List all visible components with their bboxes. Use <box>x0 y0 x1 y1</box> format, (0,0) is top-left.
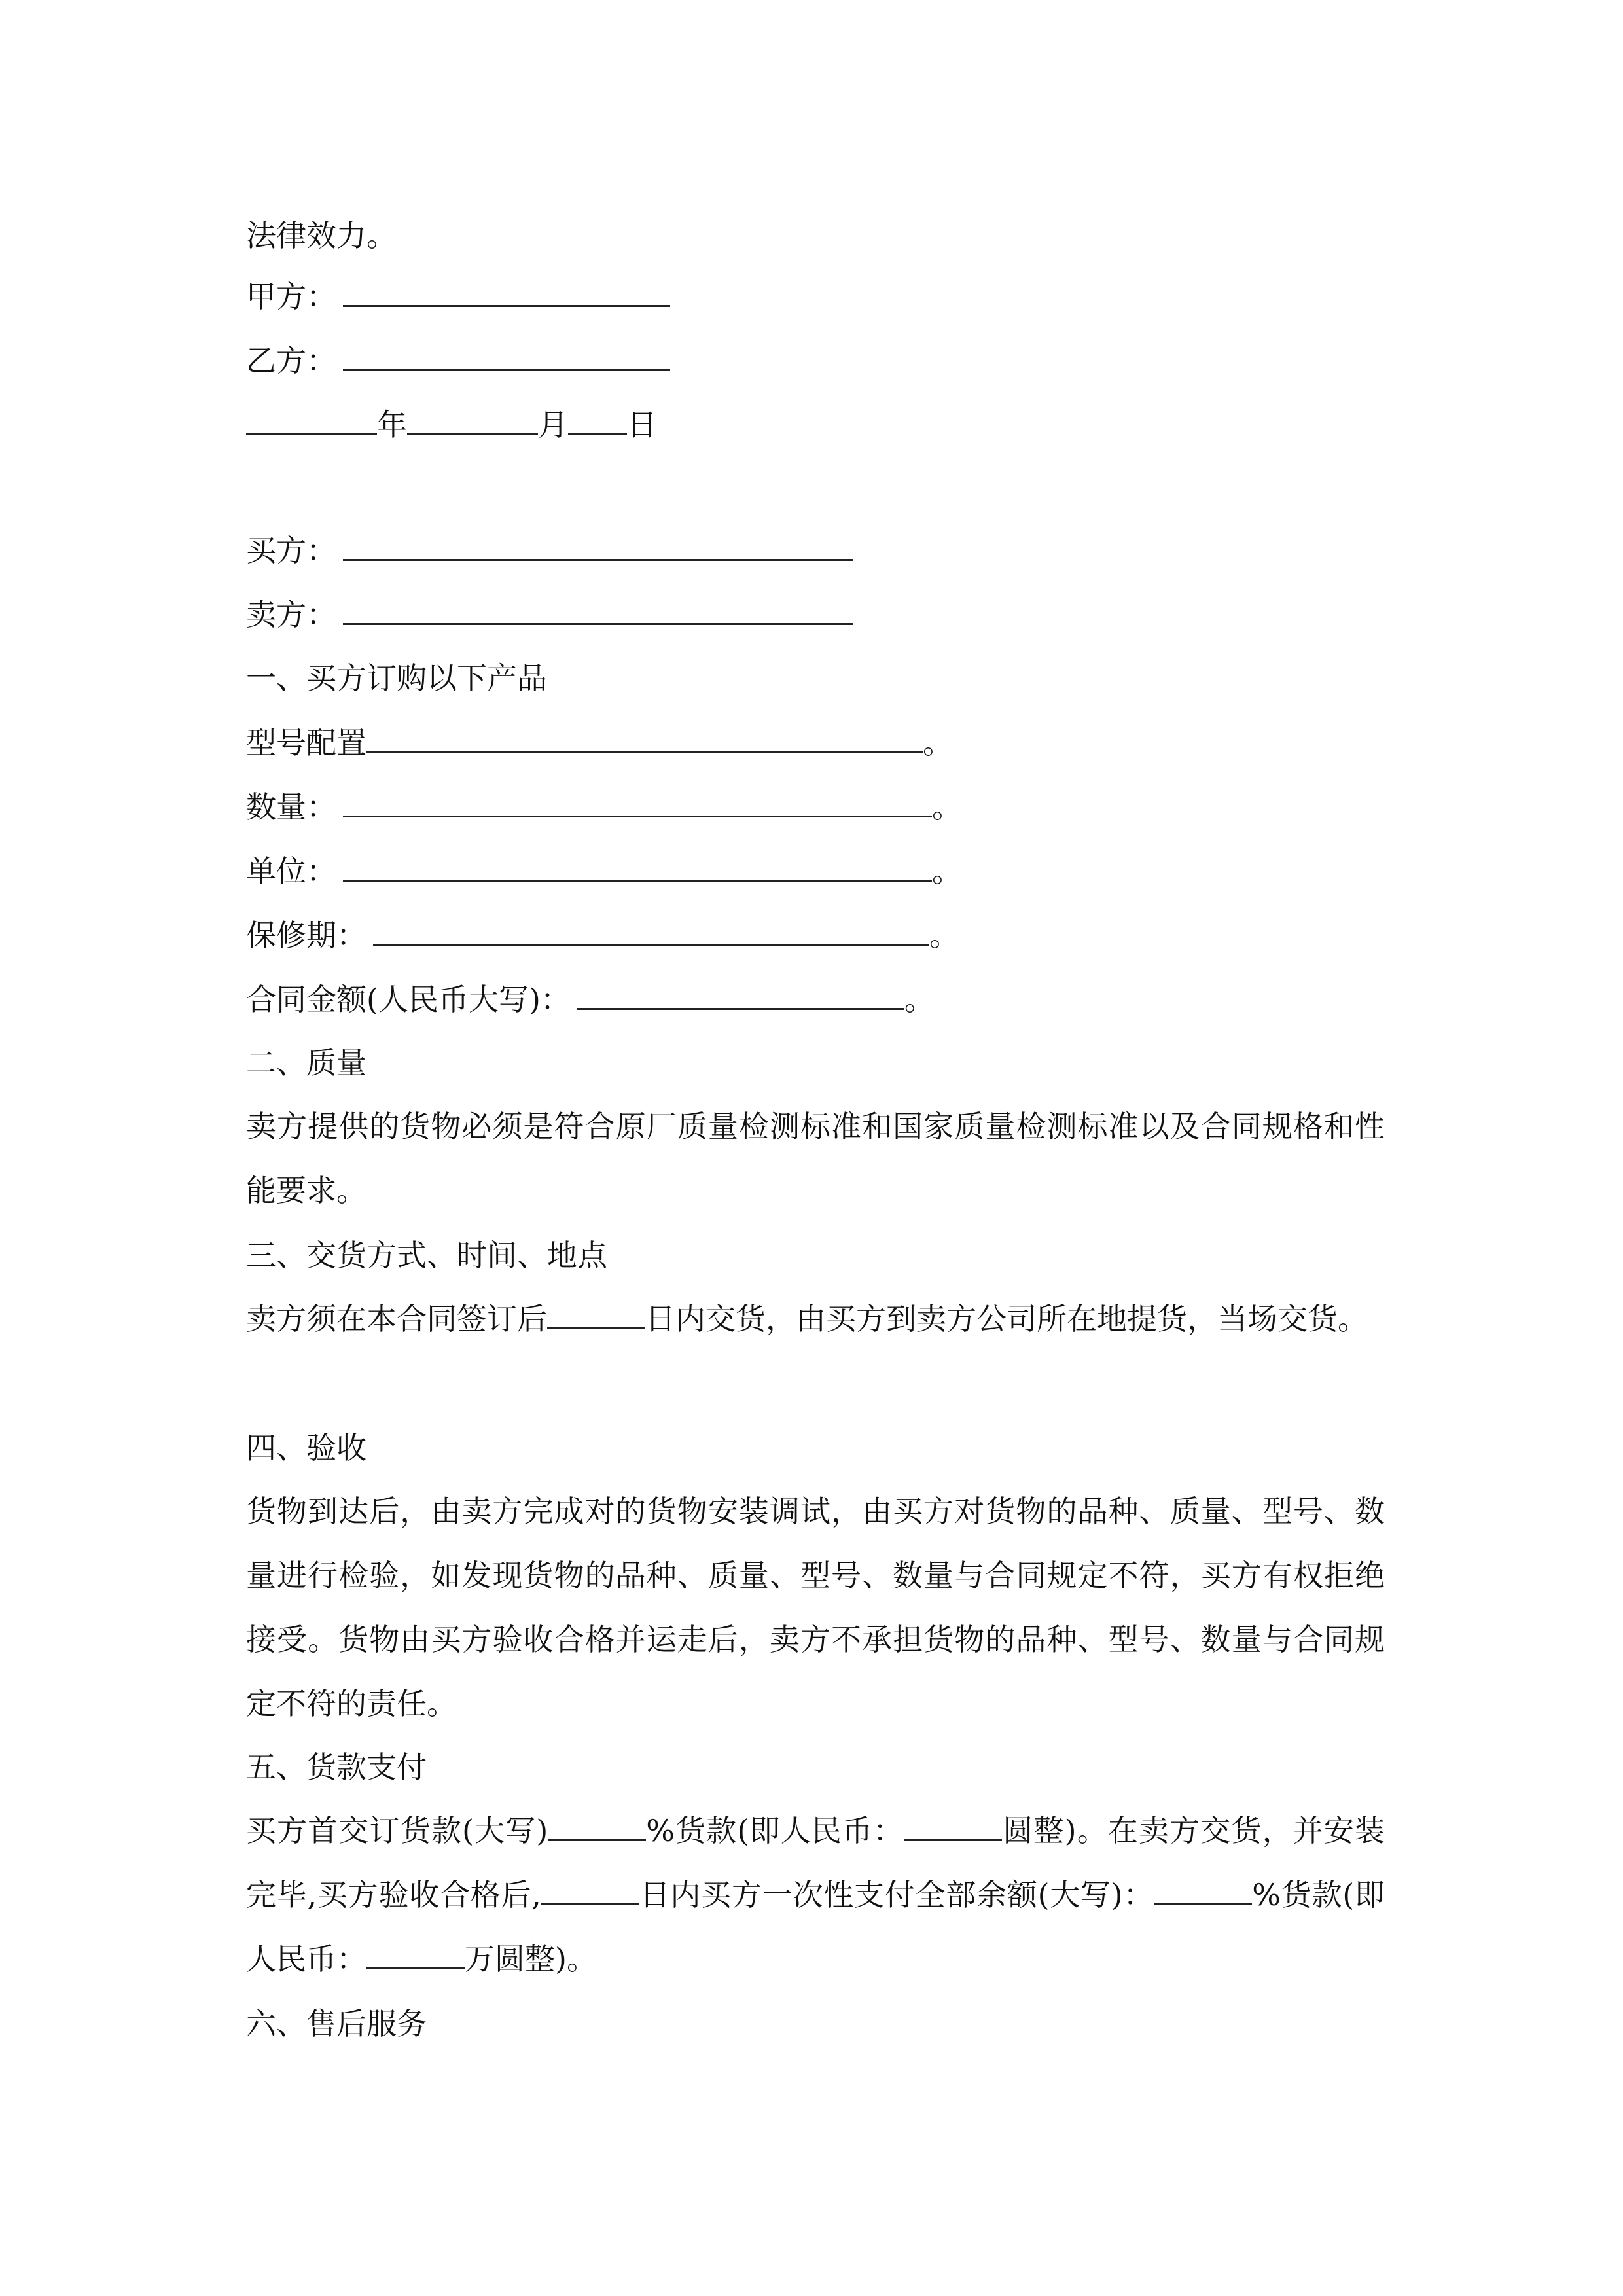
qty-label: 数量： <box>246 789 336 825</box>
header-fragment: 法律效力。 <box>246 218 397 253</box>
party-a-line <box>246 276 670 315</box>
qty-line <box>246 787 962 826</box>
section4-title: 四、验收 <box>246 1430 366 1465</box>
party-a-field[interactable] <box>343 276 670 307</box>
year-label: 年 <box>377 407 407 442</box>
balance-pct-field[interactable] <box>1154 1874 1252 1905</box>
section3-title: 三、交货方式、时间、地点 <box>246 1238 607 1273</box>
text: 圆整)。在卖方交货，并安装完毕,买方验收合格后, <box>246 1813 1385 1912</box>
unit-line <box>246 851 962 890</box>
text: 日内交货，由买方到卖方公司所在地提货，当场交货。 <box>645 1301 1368 1336</box>
period: 。 <box>932 853 962 889</box>
amount-line <box>246 979 935 1018</box>
text: 万圆整)。 <box>465 1941 597 1977</box>
section4-body: 货物到达后，由卖方完成对的货物安装调试，由买方对货物的品种、质量、型号、数量进行检验，如发现货物的品种、质量、型号、数量与合同规定不符，买方有权拒绝接受。货物由买方验收合格并运走后，卖方不承担货物的品种、型号、数量与合同规定不符的责任。 <box>246 1494 1385 1721</box>
qty-field[interactable] <box>343 787 932 817</box>
warranty-field[interactable] <box>373 915 929 946</box>
period: 。 <box>923 725 953 761</box>
party-b-label: 乙方： <box>246 343 336 378</box>
month-field[interactable] <box>407 404 538 435</box>
text: 卖方须在本合同签订后 <box>246 1301 547 1336</box>
model-label: 型号配置 <box>246 725 366 761</box>
date-line <box>246 404 657 444</box>
deposit-amount-field[interactable] <box>904 1810 1002 1841</box>
buyer-label: 买方： <box>246 533 336 568</box>
seller-label: 卖方： <box>246 597 336 632</box>
unit-field[interactable] <box>343 851 932 882</box>
period: 。 <box>932 789 962 825</box>
text: %货款(即人民币： <box>246 1877 1385 1977</box>
section6-title: 六、售后服务 <box>246 2006 427 2041</box>
seller-field[interactable] <box>343 594 853 625</box>
deposit-pct-field[interactable] <box>548 1810 646 1841</box>
model-line <box>246 723 953 762</box>
amount-field[interactable] <box>577 979 904 1010</box>
delivery-days-field[interactable] <box>547 1299 645 1329</box>
warranty-line <box>246 915 959 954</box>
text: 日内买方一次性支付全部余额(大写)： <box>639 1877 1154 1912</box>
section2-body: 卖方提供的货物必须是符合原厂质量检测标准和国家质量检测标准以及合同规格和性能要求。 <box>246 1109 1385 1208</box>
payment-days-field[interactable] <box>541 1874 639 1905</box>
party-a-label: 甲方： <box>246 279 336 314</box>
model-field[interactable] <box>366 723 923 753</box>
period: 。 <box>904 982 935 1017</box>
day-label: 日 <box>627 407 657 442</box>
text: 买方首交订货款(大写) <box>246 1813 548 1848</box>
section5-body <box>246 1799 1385 1991</box>
day-field[interactable] <box>568 404 627 435</box>
month-label: 月 <box>538 407 568 442</box>
text: %货款(即人民币： <box>646 1813 904 1848</box>
section3-body <box>246 1287 1385 1351</box>
party-b-line <box>246 340 670 380</box>
buyer-field[interactable] <box>343 530 853 561</box>
amount-label: 合同金额(人民币大写)： <box>246 982 571 1017</box>
year-field[interactable] <box>246 404 377 435</box>
warranty-label: 保修期： <box>246 918 366 953</box>
unit-label: 单位： <box>246 853 336 889</box>
period: 。 <box>929 918 959 953</box>
seller-line <box>246 594 853 634</box>
buyer-line <box>246 530 853 569</box>
section1-title: 一、买方订购以下产品 <box>246 660 547 696</box>
section2-title: 二、质量 <box>246 1045 366 1081</box>
section5-title: 五、货款支付 <box>246 1749 427 1785</box>
balance-amount-field[interactable] <box>366 1939 465 1969</box>
party-b-field[interactable] <box>343 340 670 371</box>
